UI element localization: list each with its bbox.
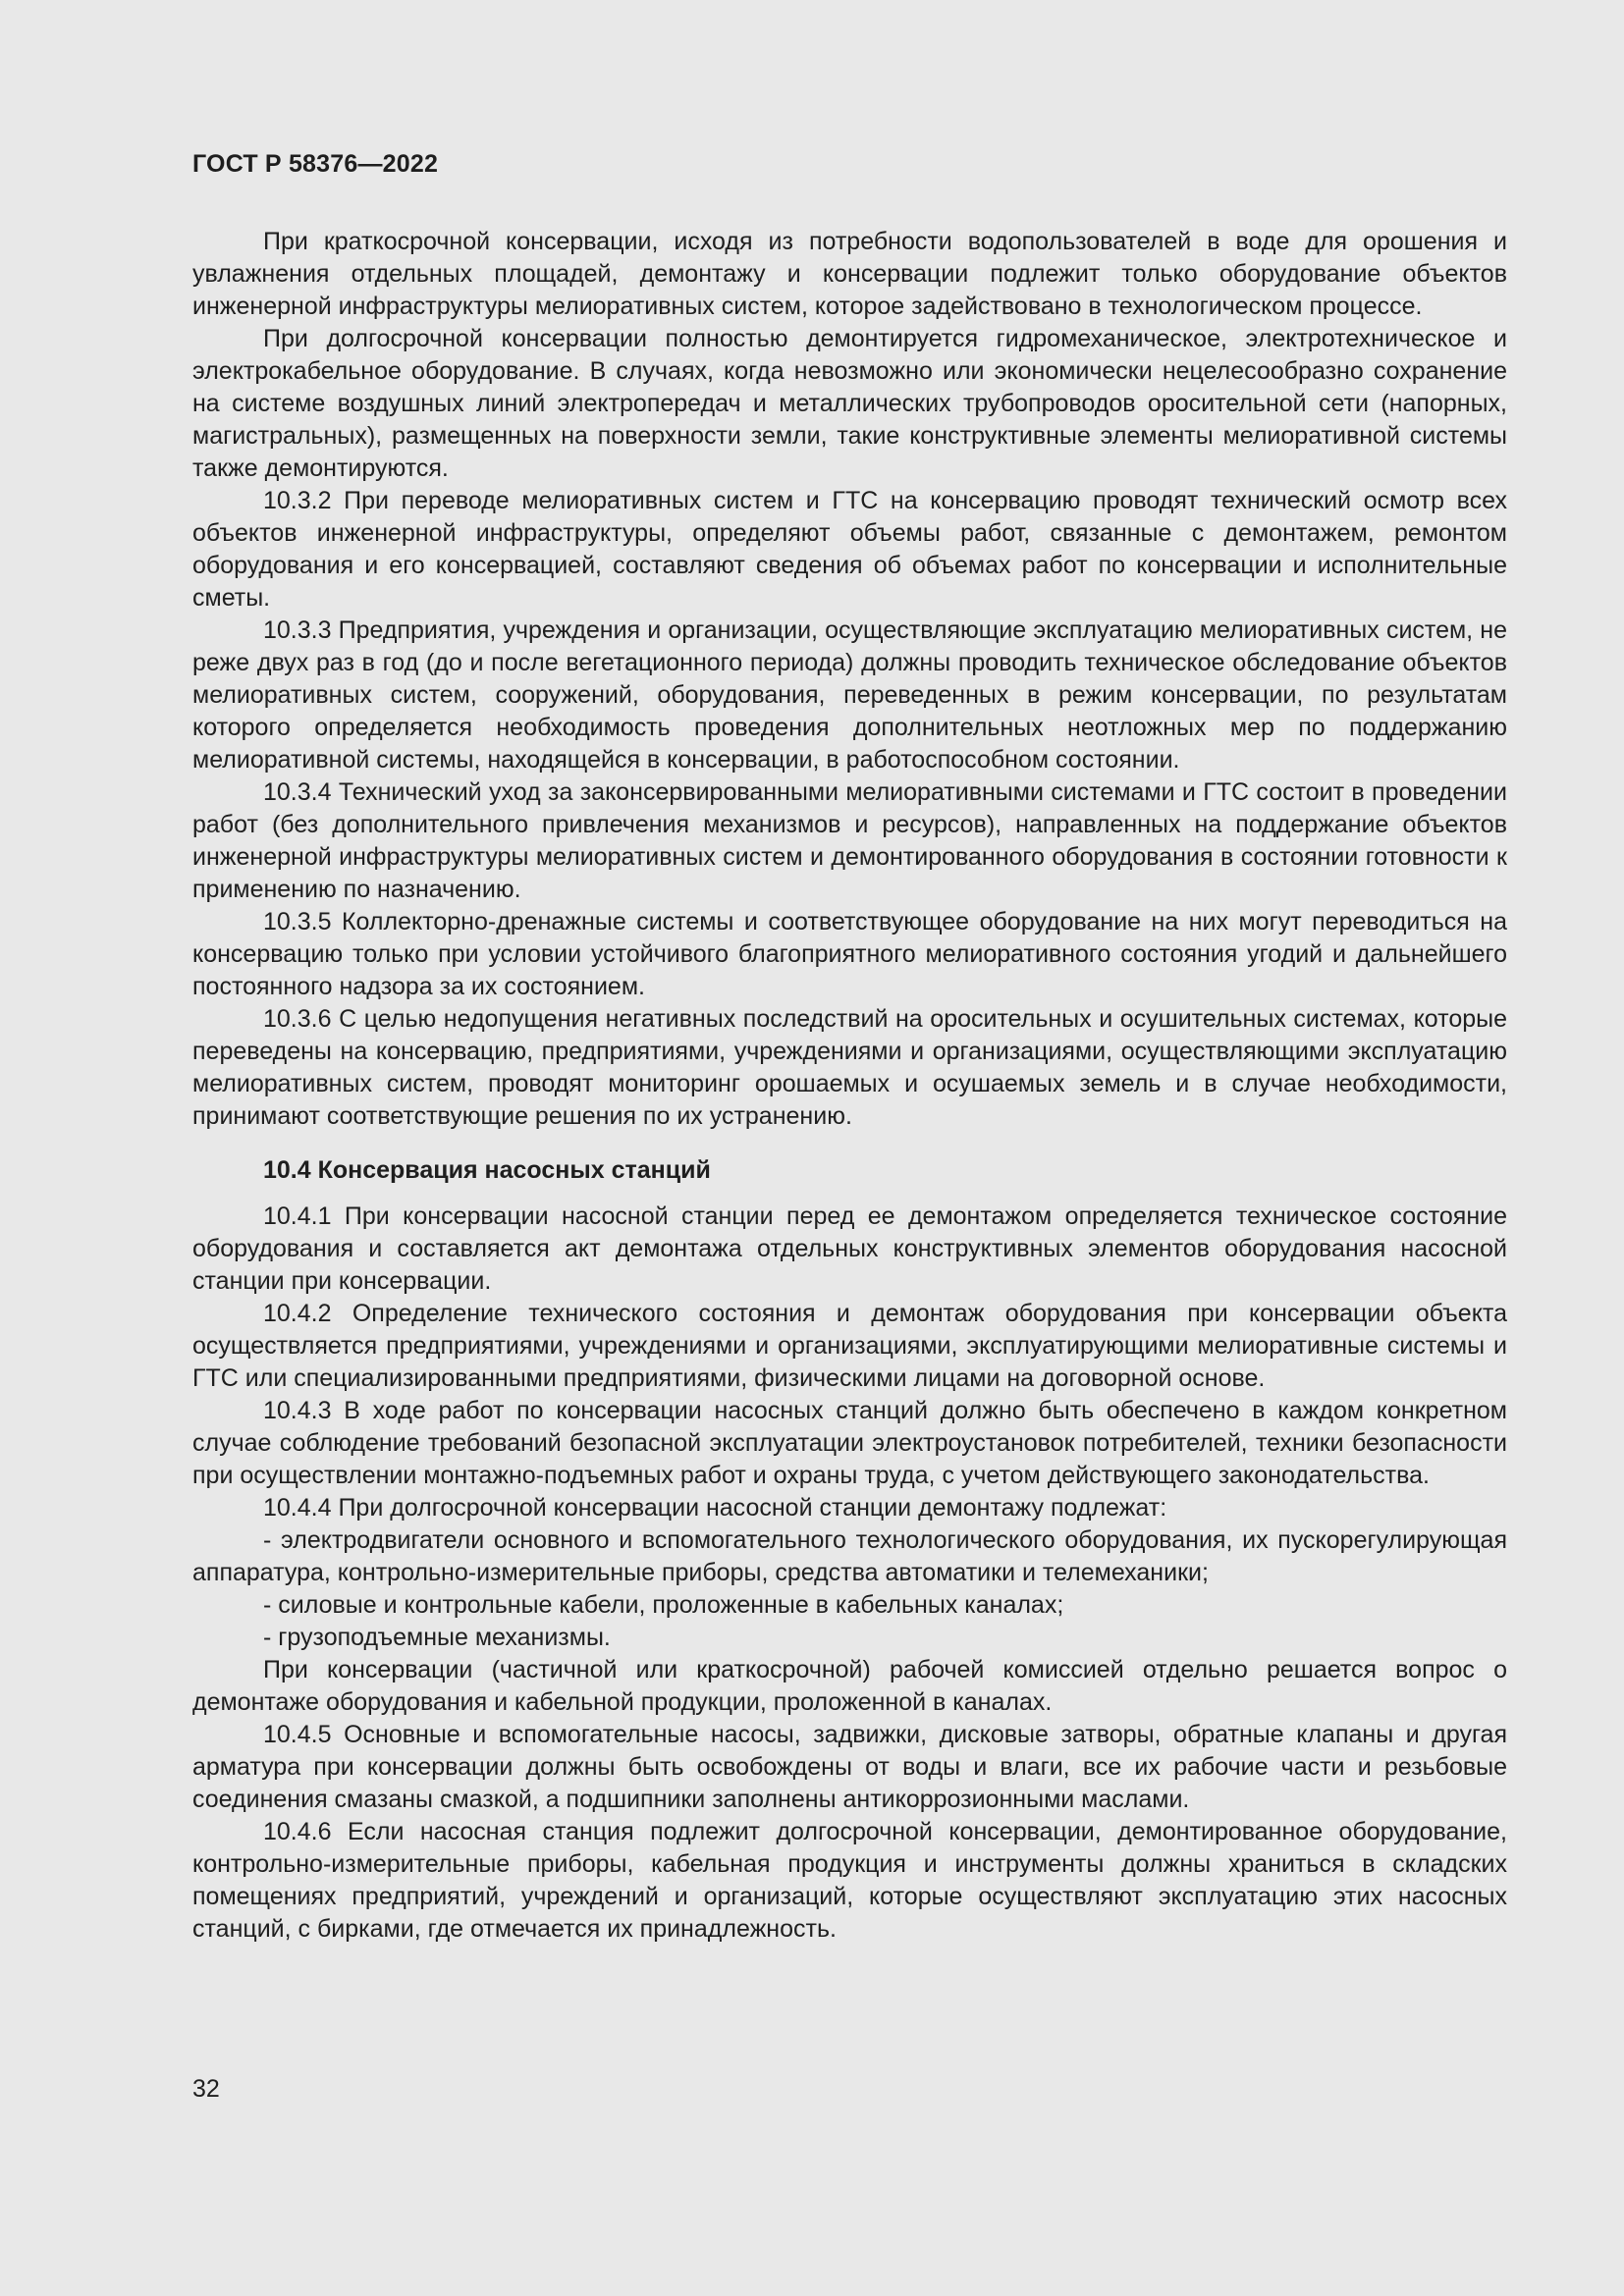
list-item: - грузоподъемные механизмы. <box>263 1624 611 1651</box>
paragraph-10-3-3: 10.3.3 Предприятия, учреждения и организации, осуществляющие эксплуатацию мелиоративных систем, не реже двух раз в год (до и после вегетационного периода) должны проводить техническое обследование объектов мелиоративных систем, сооружений, оборудования, переведенных в режим консервации, по результатам которого определяется необходимость проведения дополнительных неотложных мер по поддержанию мелиоративной системы, находящейся в консервации, в работоспособном состоянии. <box>192 616 1507 774</box>
list-item: - электродвигатели основного и вспомогательного технологического оборудования, их пускорегулирующая аппаратура, контрольно-измерительные приборы, средства автоматики и телемеханики; <box>192 1526 1507 1586</box>
paragraph-10-3-6: 10.3.6 С целью недопущения негативных последствий на оросительных и осушительных системах, которые переведены на консервацию, предприятиями, учреждениями и организациями, осуществляющими эксплуатацию мелиоративных систем, проводят мониторинг орошаемых и осушаемых земель и в случае необходимости, принимают соответствующие решения по их устранению. <box>192 1005 1507 1130</box>
paragraph-10-4-3: 10.4.3 В ходе работ по консервации насосных станций должно быть обеспечено в каждом конкретном случае соблюдение требований безопасной эксплуатации электроустановок потребителей, техники безопасности при осуществлении монтажно-подъемных работ и охраны труда, с учетом действующего законодательства. <box>192 1397 1507 1489</box>
page-number: 32 <box>192 2075 220 2103</box>
document-body <box>192 226 1507 1946</box>
paragraph-10-4-1: 10.4.1 При консервации насосной станции перед ее демонтажом определяется техническое состояние оборудования и составляется акт демонтажа отдельных конструктивных элементов оборудования насосной станции при консервации. <box>192 1202 1507 1295</box>
paragraph-10-3-2: 10.3.2 При переводе мелиоративных систем и ГТС на консервацию проводят технический осмотр всех объектов инженерной инфраструктуры, определяют объемы работ, связанные с демонтажем, ремонтом оборудования и его консервацией, составляют сведения об объемах работ по консервации и исполнительные сметы. <box>192 487 1507 612</box>
paragraph-10-3-4: 10.3.4 Технический уход за законсервированными мелиоративными системами и ГТС состоит в проведении работ (без дополнительного привлечения механизмов и ресурсов), направленных на поддержание объектов инженерной инфраструктуры мелиоративных систем и демонтированного оборудования в состоянии готовности к применению по назначению. <box>192 778 1507 903</box>
paragraph-10-4-6: 10.4.6 Если насосная станция подлежит долгосрочной консервации, демонтированное оборудование, контрольно-измерительные приборы, кабельная продукция и инструменты должны храниться в складских помещениях предприятий, учреждений и организаций, которые осуществляют эксплуатацию этих насосных станций, с бирками, где отмечается их принадлежность. <box>192 1818 1507 1943</box>
paragraph-10-4-2: 10.4.2 Определение технического состояния и демонтаж оборудования при консервации объекта осуществляется предприятиями, учреждениями и организациями, эксплуатирующими мелиоративные системы и ГТС или специализированными предприятиями, физическими лицами на договорной основе. <box>192 1300 1507 1392</box>
paragraph-long-term-conservation: При долгосрочной консервации полностью демонтируется гидромеханическое, электротехническое и электрокабельное оборудование. В случаях, когда невозможно или экономически нецелесообразно сохранение на системе воздушных линий электропередач и металлических трубопроводов оросительной сети (напорных, магистральных), размещенных на поверхности земли, такие конструктивные элементы мелиоративной системы также демонтируются. <box>192 325 1507 482</box>
paragraph-10-4-4-note: При консервации (частичной или краткосрочной) рабочей комиссией отдельно решается вопрос о демонтаже оборудования и кабельной продукции, проложенной в каналах. <box>192 1656 1507 1716</box>
section-title-10-4: 10.4 Консервация насосных станций <box>263 1156 711 1184</box>
paragraph-short-term-conservation: При краткосрочной консервации, исходя из потребности водопользователей в воде для орошения и увлажнения отдельных площадей, демонтажу и консервации подлежит только оборудование объектов инженерной инфраструктуры мелиоративных систем, которое задействовано в технологическом процессе. <box>192 228 1507 320</box>
paragraph-10-4-5: 10.4.5 Основные и вспомогательные насосы, задвижки, дисковые затворы, обратные клапаны и другая арматура при консервации должны быть освобождены от воды и влаги, все их рабочие части и резьбовые соединения смазаны смазкой, а подшипники заполнены антикоррозионными маслами. <box>192 1721 1507 1813</box>
paragraph-10-4-4: 10.4.4 При долгосрочной консервации насосной станции демонтажу подлежат: <box>263 1494 1167 1522</box>
paragraph-10-3-5: 10.3.5 Коллекторно-дренажные системы и соответствующее оборудование на них могут переводиться на консервацию только при условии устойчивого благоприятного мелиоративного состояния угодий и дальнейшего постоянного надзора за их состоянием. <box>192 908 1507 1000</box>
document-header: ГОСТ Р 58376—2022 <box>192 150 439 178</box>
list-item: - силовые и контрольные кабели, проложенные в кабельных каналах; <box>263 1591 1064 1619</box>
